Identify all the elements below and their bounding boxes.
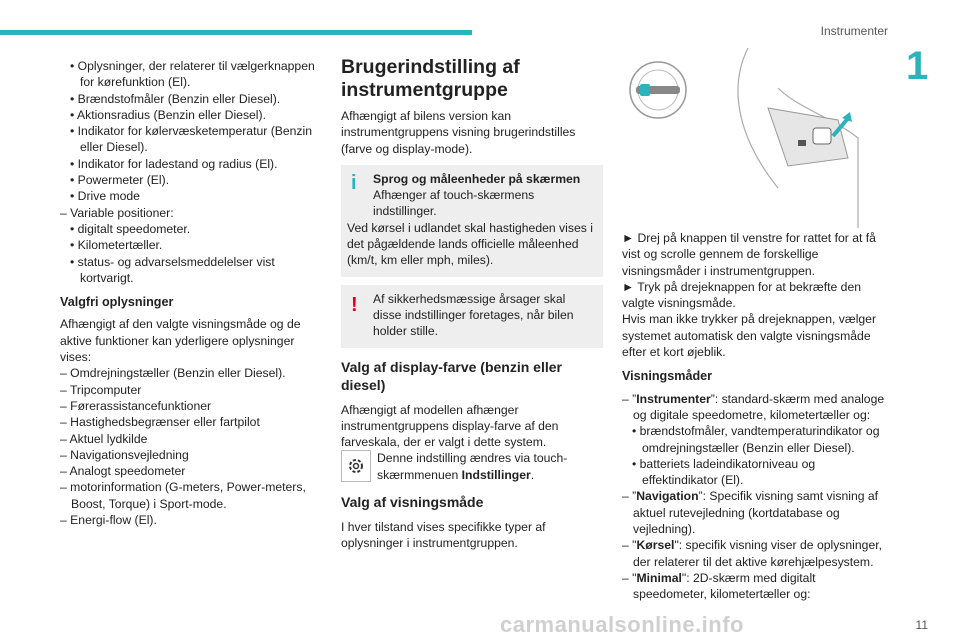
column-middle (341, 56, 603, 552)
display-mode-text: I hver tilstand vises specifikke typer af oplysninger i instrumentgruppen. (341, 520, 546, 551)
section-title: Instrumenter (820, 24, 888, 38)
info-title: Sprog og måleenheder på skærmen (373, 171, 581, 186)
intro-text: Afhængigt af bilens version kan instrumentgruppens visning brugerindstilles (farve og display-mode). (341, 109, 576, 156)
list-item: • Drive mode (70, 189, 140, 204)
chapter-number: 1 (906, 44, 929, 88)
settings-gear-icon (341, 450, 371, 482)
info-box (341, 165, 603, 277)
mode-navigation-desc: ”: Specifik visning samt visning af aktuel rutevejledning (kortdatabase og vejledning). (633, 489, 879, 537)
mode-driving-prefix: – " (622, 538, 637, 553)
mode-minimal-prefix: – " (622, 570, 637, 585)
info-text-2: Ved kørsel i udlandet skal hastigheden vises i det pågældende lands officielle måleenhed (km/t, km eller mph, miles). (347, 220, 593, 268)
list-item: • Indikator for kølervæsketemperatur (Benzin eller Diesel). (70, 124, 313, 155)
list-item: • Aktionsradius (Benzin eller Diesel). (70, 107, 266, 122)
variable-positions-item: – Variable positioner: (60, 205, 174, 220)
column-left (60, 58, 322, 528)
auto-select-note: Hvis man ikke trykker på drejeknappen, vælger systemet automatisk den valgte visningsmåde efter et kort øjeblik. (622, 312, 877, 360)
list-item: – Hastighedsbegrænser eller fartpilot (60, 415, 260, 430)
list-item: • Oplysninger, der relaterer til vælgerknappen for kørefunktion (El). (70, 59, 315, 90)
modes-heading: Visningsmåder (622, 369, 713, 384)
list-item: • Powermeter (El). (70, 173, 170, 188)
list-item: – Tripcomputer (60, 382, 142, 397)
bullet-list-variable (60, 221, 322, 286)
mode-instruments-desc: ”: standard-skærm med analoge og digitale speedometre, kilometertæller og: (633, 391, 885, 422)
mode-minimal (622, 570, 890, 603)
list-item: • status- og advarselsmeddelelser vist kortvarigt. (70, 254, 275, 285)
mode-driving (622, 537, 890, 570)
list-item: • batteriets ladeindikatorniveau og effektindikator (El). (632, 456, 816, 488)
mode-instruments (622, 391, 890, 424)
mode-instruments-name: Instrumenter (636, 391, 711, 406)
optional-info-heading: Valgfri oplysninger (60, 295, 174, 310)
mode-minimal-desc: ": 2D-skærm med digitalt speedometer, kilometertæller og: (633, 570, 816, 602)
steering-wheel-illustration (628, 48, 878, 228)
display-color-text: Afhængigt af modellen afhænger instrumentgruppens display-farve af den farveskala, der er valgt i dette system. (341, 402, 559, 450)
page-title: Brugerindstilling af instrumentgruppe (341, 56, 520, 101)
list-item: – motorinformation (G-meters, Power-meters, Boost, Torque) i Sport-mode. (60, 480, 306, 511)
watermark: carmanualsonline.info (500, 612, 744, 637)
mode-navigation-name: Navigation (636, 489, 699, 504)
list-item: • digitalt speedometer. (70, 221, 191, 236)
mode-minimal-name: Minimal (636, 570, 682, 585)
settings-note-end: . (530, 467, 535, 482)
list-item: • Kilometertæller. (70, 238, 163, 253)
settings-note-text: Denne indstilling ændres via touch-skærmmenuen (377, 451, 568, 482)
mode-navigation-prefix: – ” (622, 489, 637, 504)
settings-note (341, 450, 603, 483)
header-accent-bar (0, 30, 472, 35)
info-icon: i (351, 171, 357, 194)
list-item: – Navigationsvejledning (60, 447, 189, 462)
warning-box (341, 285, 603, 348)
info-text-1: Afhænger af touch-skærmens indstillinger. (373, 188, 535, 219)
warning-icon: ! (351, 293, 358, 316)
warning-text: Af sikkerhedsmæssige årsager skal disse indstillinger foretages, når bilen holder stille. (373, 291, 574, 339)
mode-driving-desc: ": specifik visning viser de oplysninger, der relaterer til det aktive kørehjælpesystem. (633, 538, 882, 569)
mode-navigation (622, 488, 890, 537)
mode-driving-name: Kørsel (636, 538, 675, 553)
list-item: – Førerassistancefunktioner (60, 398, 212, 413)
display-color-heading: Valg af display-farve (benzin eller diesel) (341, 358, 562, 393)
optional-info-text: Afhængigt af den valgte visningsmåde og de aktive funktioner kan yderligere oplysninger vises: (60, 317, 301, 365)
mode-instruments-bullets (622, 423, 890, 488)
list-item: • Brændstofmåler (Benzin eller Diesel). (70, 91, 281, 106)
list-item: – Energi-flow (El). (60, 513, 157, 528)
mode-instruments-prefix: – ” (622, 391, 637, 406)
display-mode-heading: Valg af visningsmåde (341, 494, 484, 511)
list-item: – Aktuel lydkilde (60, 431, 148, 446)
page-number: 11 (915, 618, 928, 632)
column-right (622, 230, 890, 603)
list-item: • Indikator for ladestand og radius (El). (70, 156, 278, 171)
dash-list-optional (60, 365, 322, 528)
list-item: – Omdrejningstæller (Benzin eller Diesel). (60, 366, 286, 381)
bullet-list-info (60, 58, 322, 205)
list-item: – Analogt speedometer (60, 464, 186, 479)
step-2: ► Tryk på drejeknappen for at bekræfte den valgte visningsmåde. (622, 279, 862, 311)
list-item: • brændstofmåler, vandtemperaturindikator og omdrejningstæller (Benzin eller Diesel). (632, 424, 880, 455)
step-1: ► Drej på knappen til venstre for rattet for at få vist og scrolle gennem de forskellige visningsmåder i instrumentgruppen. (622, 231, 876, 278)
settings-menu-name: Indstillinger (461, 467, 531, 482)
